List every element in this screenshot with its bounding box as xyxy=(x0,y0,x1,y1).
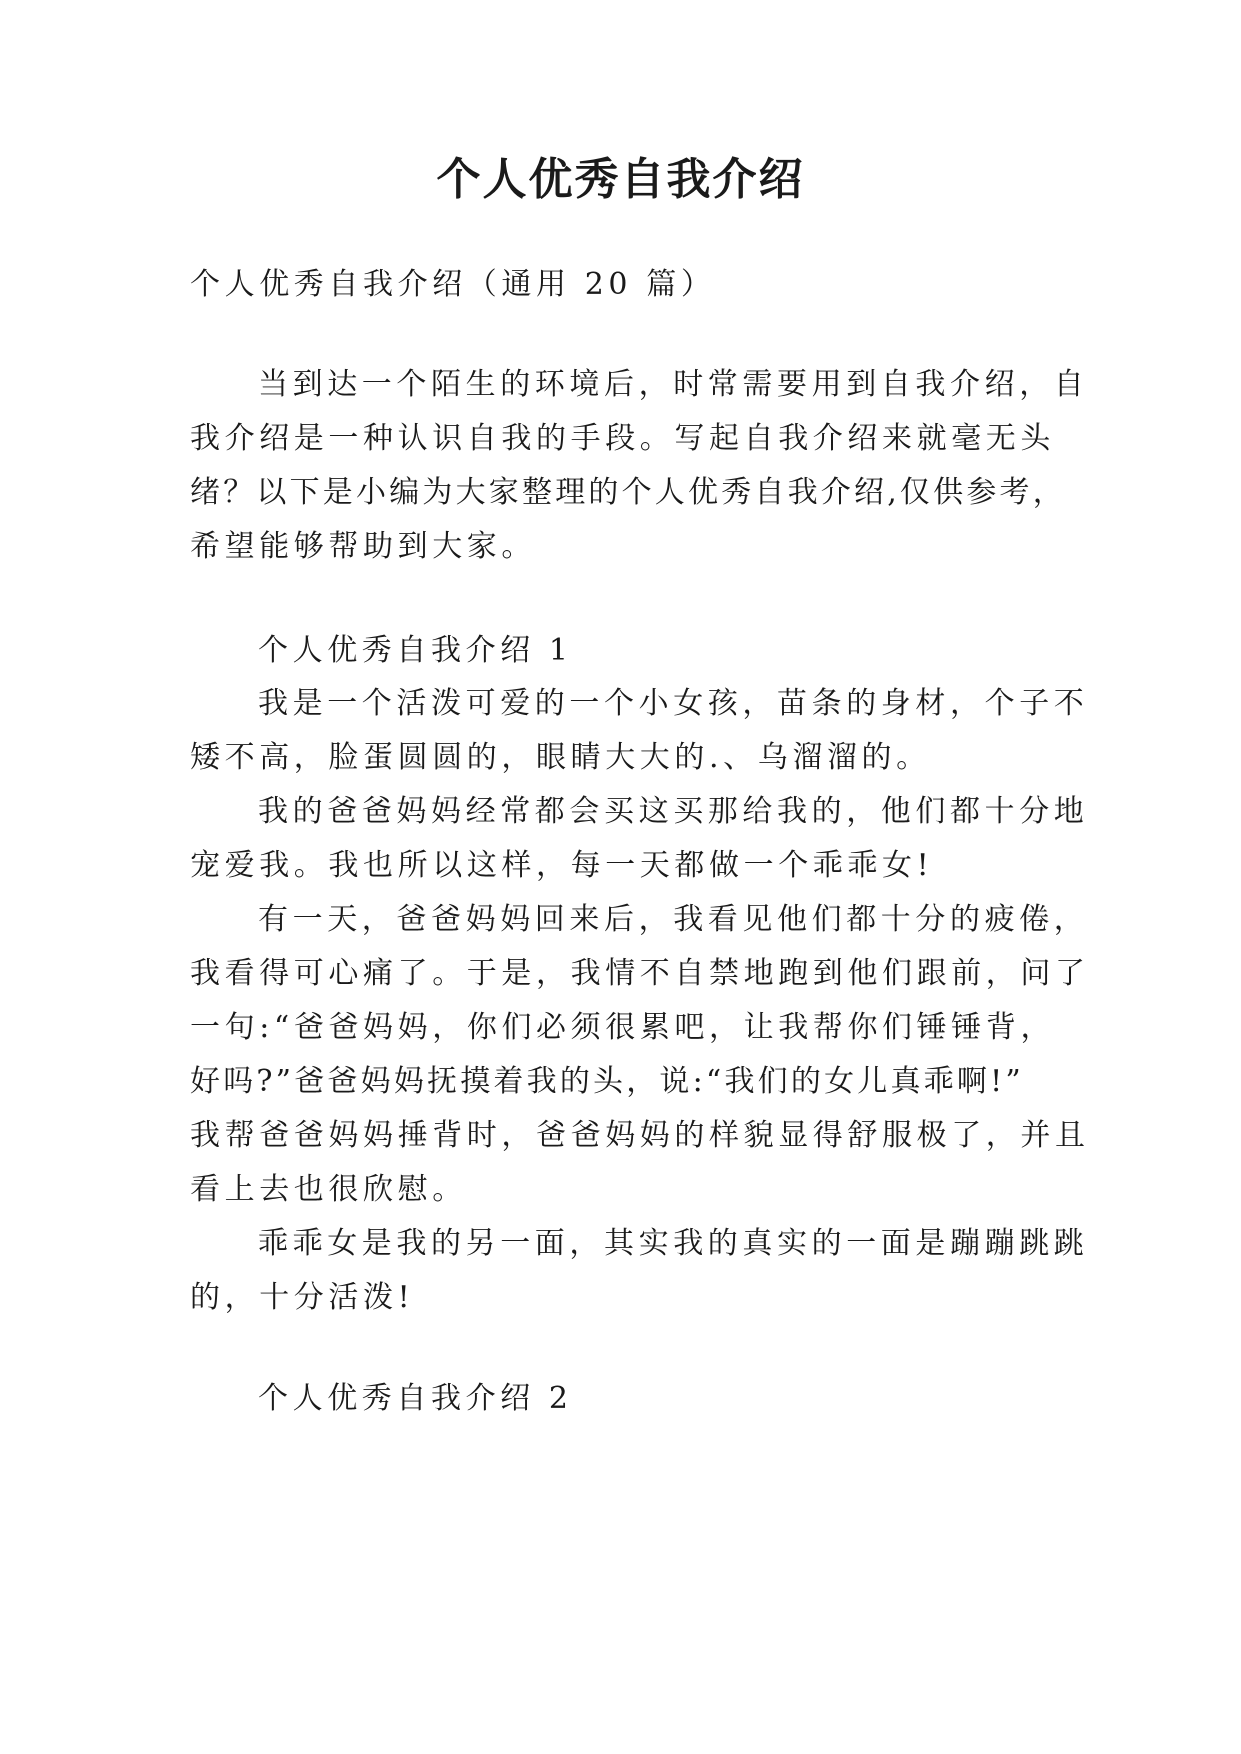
paragraph-line: 我是一个活泼可爱的一个小女孩，苗条的身材，个子不 xyxy=(258,686,1089,721)
paragraph-line: 乖乖女是我的另一面，其实我的真实的一面是蹦蹦跳跳 xyxy=(258,1226,1089,1261)
paragraph-line: 一句:“爸爸妈妈，你们必须很累吧，让我帮你们锤锤背， xyxy=(190,1010,1056,1045)
paragraph-line: 看上去也很欣慰。 xyxy=(190,1172,467,1207)
paragraph-line: 矮不高，脸蛋圆圆的，眼睛大大的.、乌溜溜的。 xyxy=(190,740,931,775)
intro-line: 当到达一个陌生的环境后，时常需要用到自我介绍，自 xyxy=(258,367,1089,402)
paragraph-line: 我帮爸爸妈妈捶背时，爸爸妈妈的样貌显得舒服极了，并且 xyxy=(190,1118,1090,1153)
paragraph-line: 我看得可心痛了。于是，我情不自禁地跑到他们跟前，问了 xyxy=(190,956,1090,991)
paragraph-line: 我的爸爸妈妈经常都会买这买那给我的，他们都十分地 xyxy=(258,794,1089,829)
document-title: 个人优秀自我介绍 xyxy=(436,154,805,205)
document-subtitle: 个人优秀自我介绍（通用 20 篇） xyxy=(190,267,716,302)
intro-line: 希望能够帮助到大家。 xyxy=(190,529,536,564)
paragraph-line: 的，十分活泼! xyxy=(190,1280,415,1315)
paragraph-line: 有一天，爸爸妈妈回来后，我看见他们都十分的疲倦， xyxy=(258,902,1089,937)
intro-line: 我介绍是一种认识自我的手段。写起自我介绍来就毫无头 xyxy=(190,421,1055,456)
intro-line: 绪？以下是小编为大家整理的个人优秀自我介绍,仅供参考， xyxy=(190,475,1066,510)
section-1-heading: 个人优秀自我介绍 1 xyxy=(258,633,573,668)
paragraph-line: 宠爱我。我也所以这样，每一天都做一个乖乖女! xyxy=(190,848,934,883)
section-2-heading: 个人优秀自我介绍 2 xyxy=(258,1381,573,1416)
paragraph-line: 好吗?”爸爸妈妈抚摸着我的头，说:“我们的女儿真乖啊!” xyxy=(190,1064,1024,1099)
